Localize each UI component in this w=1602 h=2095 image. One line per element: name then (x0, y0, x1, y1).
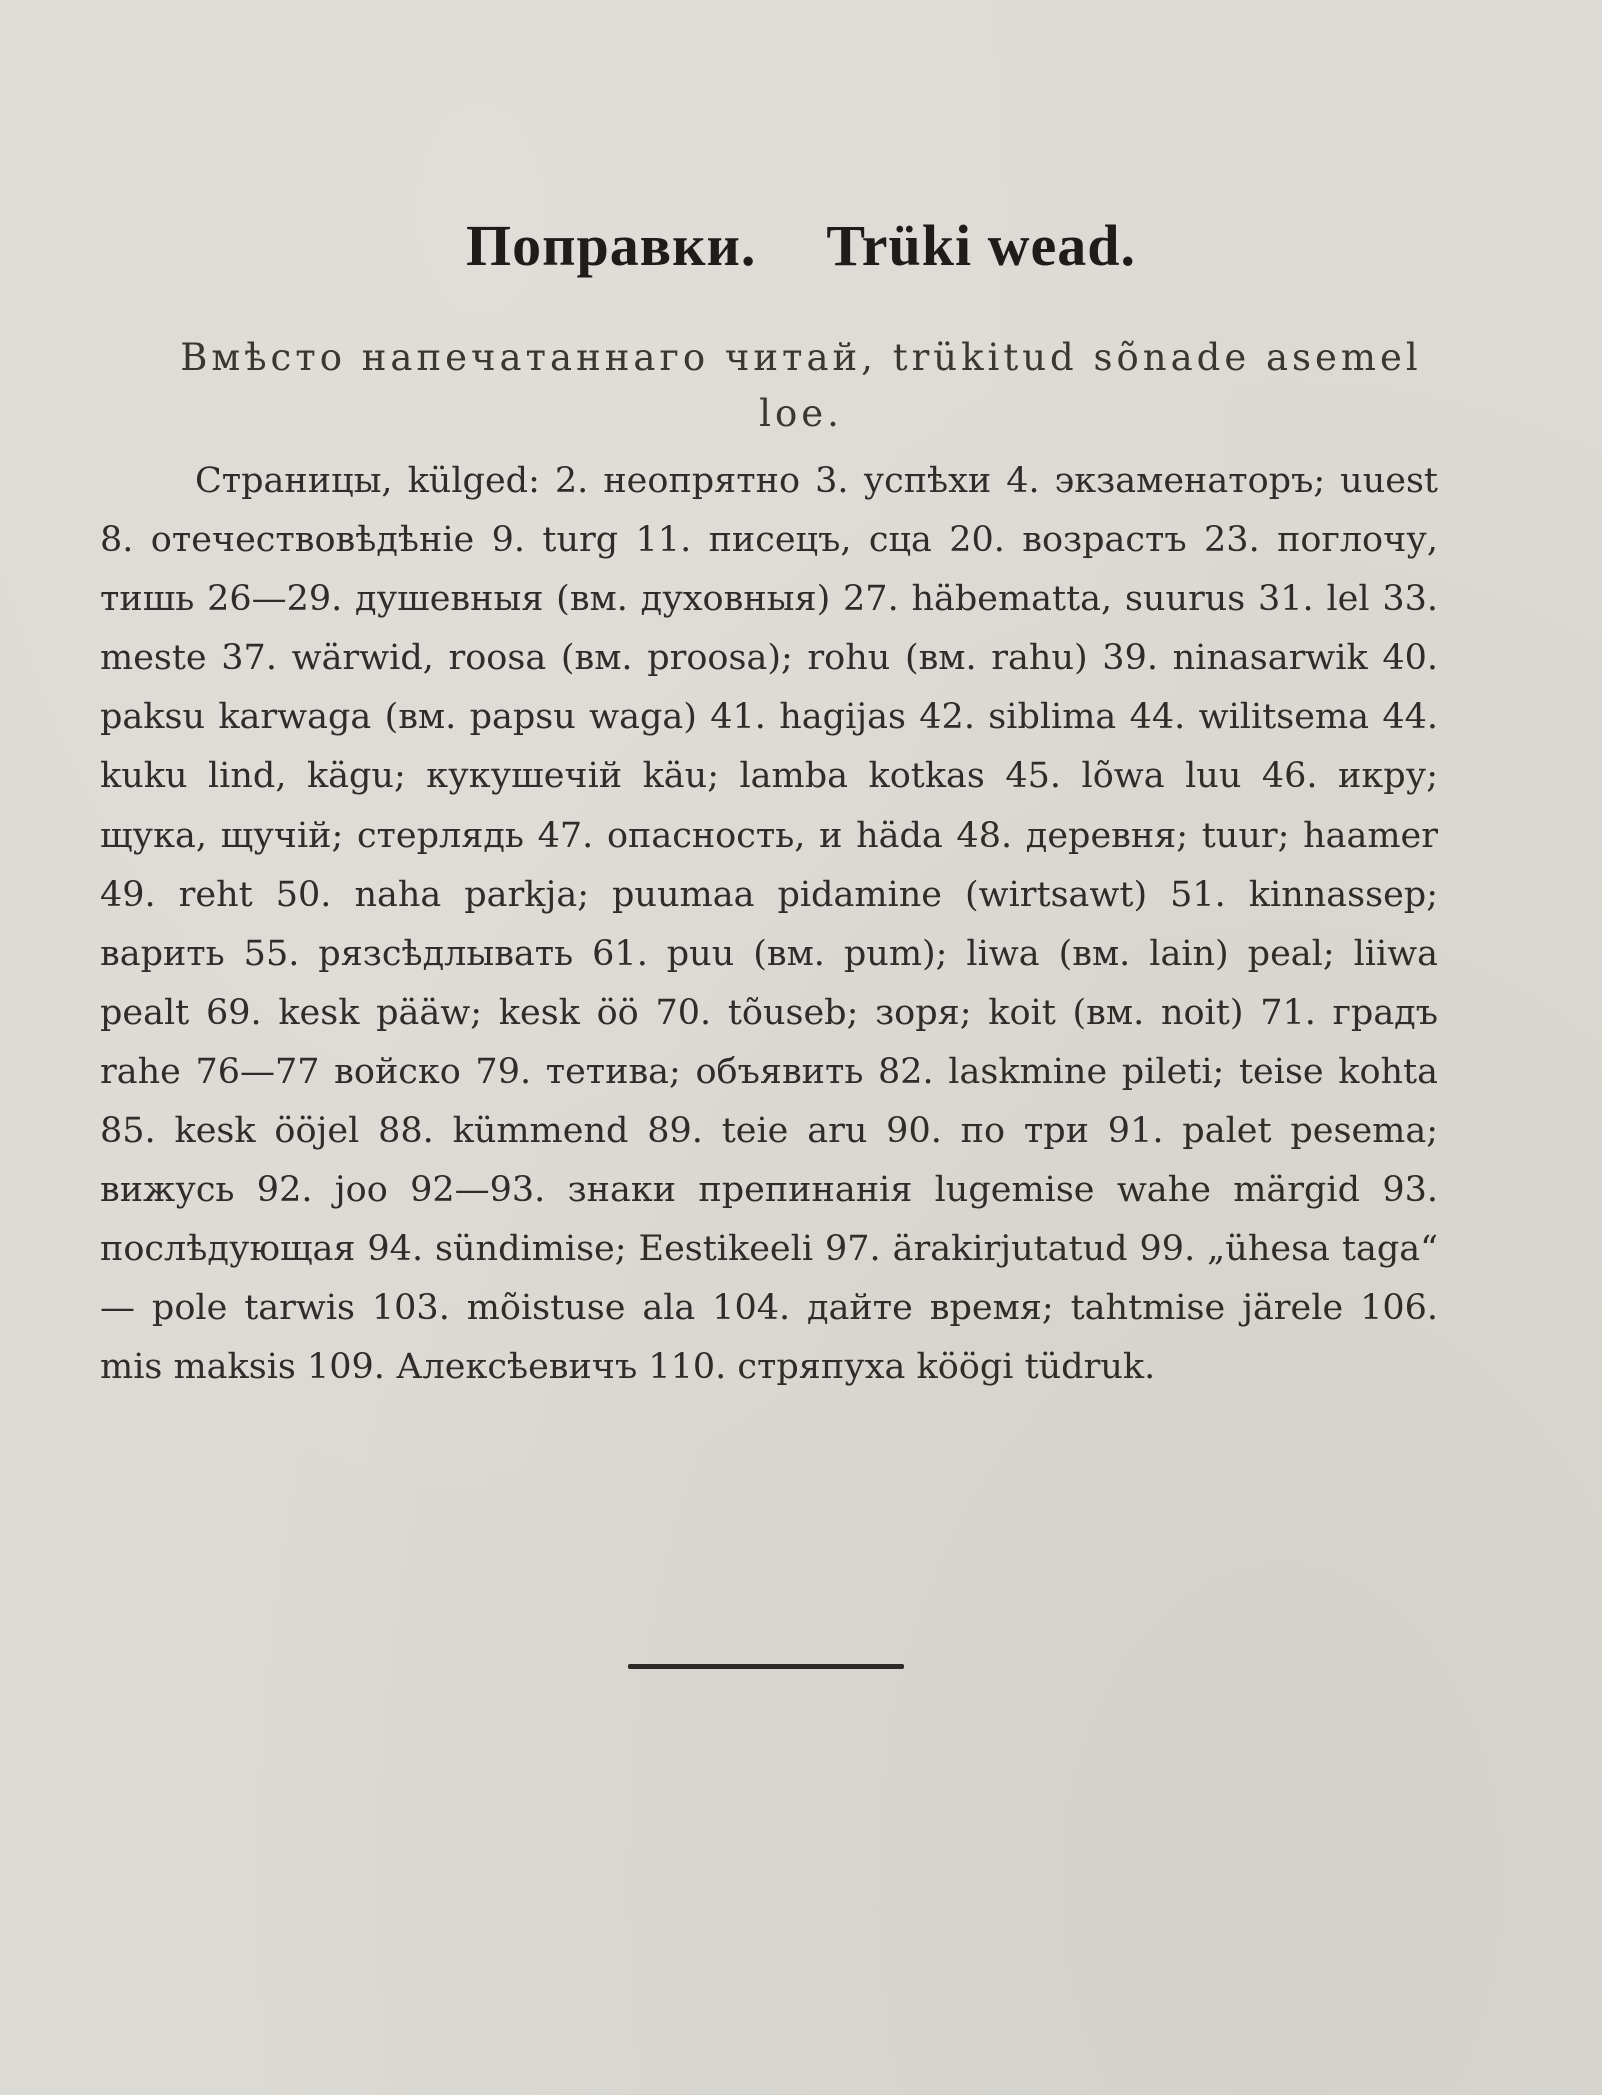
subtitle: Вмѣсто напечатаннаго читай, trükitud sõnade asemel loe. (180, 336, 1422, 435)
corrections-paragraph: Страницы, külged: 2. неопрятно 3. успѣхи 4. экзаменаторъ; uuest 8. отечествовѣдѣніе 9. turg 11. писецъ, сца 20. возрастъ 23. поглочу, тишь 26—29. душевныя (вм. духовныя) 27. häbematta, suurus 31. lel 33. meste 37. wärwid, roosa (вм. proosa); rohu (вм. rahu) 39. ninasarwik 40. paksu karwaga (вм. papsu waga) 41. hagijas 42. siblima 44. wilitsema 44. kuku lind, kägu; кукушечій käu; lamba kotkas 45. lõwa luu 46. икру; щука, щучій; стерлядь 47. опасность, и häda 48. деревня; tuur; haamer 49. reht 50. naha parkja; puumaa pidamine (wirtsawt) 51. kinnassep; варить 55. рязсѣдлывать 61. puu (вм. pum); liwa (вм. lain) peal; liiwa pealt 69. kesk pääw; kesk öö 70. tõuseb; зоря; koit (вм. noit) 71. градъ rahe 76—77 войско 79. тетива; объявить 82. laskmine pileti; teise kohta 85. kesk ööjel 88. kümmend 89. teie aru 90. по три 91. palet pesema; вижусь 92. joo 92—93. знаки препинанія lugemise wahe märgid 93. послѣдующая 94. sündimise; Eestikeeli 97. ärakirjutatud 99. „ühesa taga“ — pole tarwis 103. mõistuse ala 104. дайте время; tahtmise järele 106. mis maksis 109. Алексѣевичъ 110. стряпуха köögi tüdruk. (100, 461, 1438, 1388)
title-russian: Поправки. (465, 213, 757, 278)
page-title (0, 212, 1602, 279)
closing-rule (628, 1664, 904, 1669)
title-estonian: Trüki wead. (826, 213, 1137, 278)
